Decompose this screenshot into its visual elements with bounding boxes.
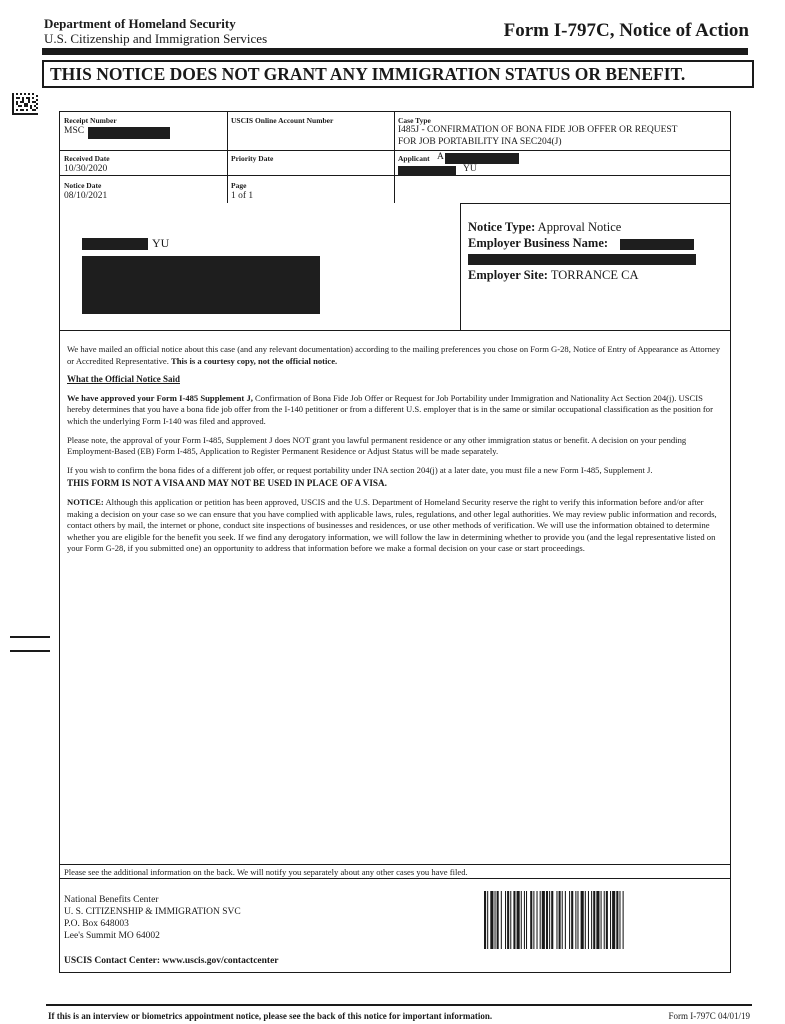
received-date-label: Received Date: [64, 154, 110, 163]
visa-warning: THIS FORM IS NOT A VISA AND MAY NOT BE USED IN PLACE OF A VISA.: [67, 478, 387, 489]
footer-rule: [46, 1004, 752, 1006]
office-line: National Benefits Center: [64, 895, 159, 905]
paragraph-notice: NOTICE: Although this application or petition has been approved, USCIS and the U.S. Department of Homeland Security reserve the right to verify this information before and/or after making a decision on your case so we can ensure that you have complied with applicable laws, rules, regulations, and other legal authorities. We may review public information and records, contact others by mail, the internet or phone, conduct site inspections of businesses and residences, or use other methods of verification. We will use the information obtained to determine whether you are eligible for the benefit you seek. If we find any derogatory information, we will follow the law in determining whether to provide you (and the legal representative listed on your Form G-28, if you submitted one) an opportunity to address that information before we make a formal decision on your case or start proceedings.: [67, 496, 717, 554]
paragraph-approval: We have approved your Form I-485 Supplement J, Confirmation of Bona Fide Job Offer or Request for Job Portability under Immigration and Nationality Act Section 204(j). USCIS hereby determines that you have a bona fide job offer from the I-140 petitioner or from a different U.S. employer that is in the same or similar occupational classification as the position for which the underlying Form I-140 was filed and approved.: [67, 392, 713, 426]
contact-center: USCIS Contact Center: www.uscis.gov/contactcenter: [64, 956, 279, 966]
paragraph-confirm: If you wish to confirm the bona fides of a different job offer, or request portability under INA section 204(j) at a later date, you must file a new Form I-485, Supplement J.: [67, 464, 653, 475]
header-rule: [42, 48, 748, 55]
footer-note: If this is an interview or biometrics appointment notice, please see the back of this notice for important information.: [48, 1011, 493, 1021]
page-value: 1 of 1: [231, 191, 254, 201]
notice-type-value: Approval Notice: [537, 220, 622, 234]
employer-business-label: Employer Business Name:: [468, 236, 609, 250]
status-banner: THIS NOTICE DOES NOT GRANT ANY IMMIGRATION STATUS OR BENEFIT.: [42, 60, 754, 88]
page-label: Page: [231, 181, 247, 190]
margin-mark: [10, 650, 50, 652]
agency-name: Department of Homeland Security: [44, 16, 236, 31]
priority-date-label: Priority Date: [231, 154, 274, 163]
case-type-line1: I485J - CONFIRMATION OF BONA FIDE JOB OFFER OR REQUEST: [398, 125, 678, 135]
section-heading: What the Official Notice Said: [67, 374, 180, 385]
case-type-label: Case Type: [398, 116, 431, 125]
office-line: P.O. Box 648003: [64, 919, 129, 929]
employer-site: [468, 268, 639, 283]
applicant-name: YU: [463, 164, 477, 174]
applicant-label: Applicant: [398, 154, 430, 163]
redaction: [82, 238, 148, 250]
employer-business-name: [468, 236, 608, 251]
office-line: U. S. CITIZENSHIP & IMMIGRATION SVC: [64, 907, 241, 917]
office-address: [64, 894, 241, 942]
additional-info: Please see the additional information on the back. We will notify you separately about any other cases you have filed.: [64, 867, 468, 877]
redaction: [82, 256, 320, 314]
notice-body: [67, 344, 721, 562]
receipt-number-label: Receipt Number: [64, 116, 117, 125]
redaction: [398, 166, 456, 176]
form-edition: Form I-797C 04/01/19: [668, 1011, 750, 1021]
form-title: Form I-797C, Notice of Action: [503, 20, 749, 41]
redaction: [445, 153, 519, 164]
notice-date-value: 08/10/2021: [64, 191, 108, 201]
redaction: [88, 127, 170, 139]
case-type-line2: FOR JOB PORTABILITY INA SEC204(J): [398, 137, 562, 147]
paragraph-courtesy: We have mailed an official notice about this case (and any relevant documentation) according to the mailing preferences you chose on Form G-28, Notice of Entry of Appearance as Attorney or Accredited Representative. This is a courtesy copy, not the official notice.: [67, 344, 720, 366]
redaction: [468, 254, 696, 265]
employer-site-value: TORRANCE CA: [550, 268, 639, 282]
redaction: [620, 239, 694, 250]
barcode-icon: [484, 891, 708, 949]
online-account-label: USCIS Online Account Number: [231, 116, 334, 125]
received-date-value: 10/30/2020: [64, 164, 108, 174]
notice-type: [468, 220, 621, 235]
margin-mark: [10, 636, 50, 638]
addressee-name: YU: [152, 236, 170, 250]
employer-site-label: Employer Site:: [468, 268, 548, 282]
office-line: Lee's Summit MO 64002: [64, 931, 160, 941]
sub-agency-name: U.S. Citizenship and Immigration Services: [44, 31, 268, 46]
applicant-number: A: [437, 152, 444, 162]
notice-type-label: Notice Type:: [468, 220, 536, 234]
notice-date-label: Notice Date: [64, 181, 102, 190]
receipt-number-value: MSC: [64, 126, 85, 136]
paragraph-note: Please note, the approval of your Form I-485, Supplement J does NOT grant you lawful permanent residence or any other immigration status or benefit. A decision on your pending Employment-Based (EB) Form I-485, Application to Register Permanent Residence or Adjust Status will be made separately.: [67, 434, 687, 457]
datamatrix-code-icon: [12, 93, 38, 115]
